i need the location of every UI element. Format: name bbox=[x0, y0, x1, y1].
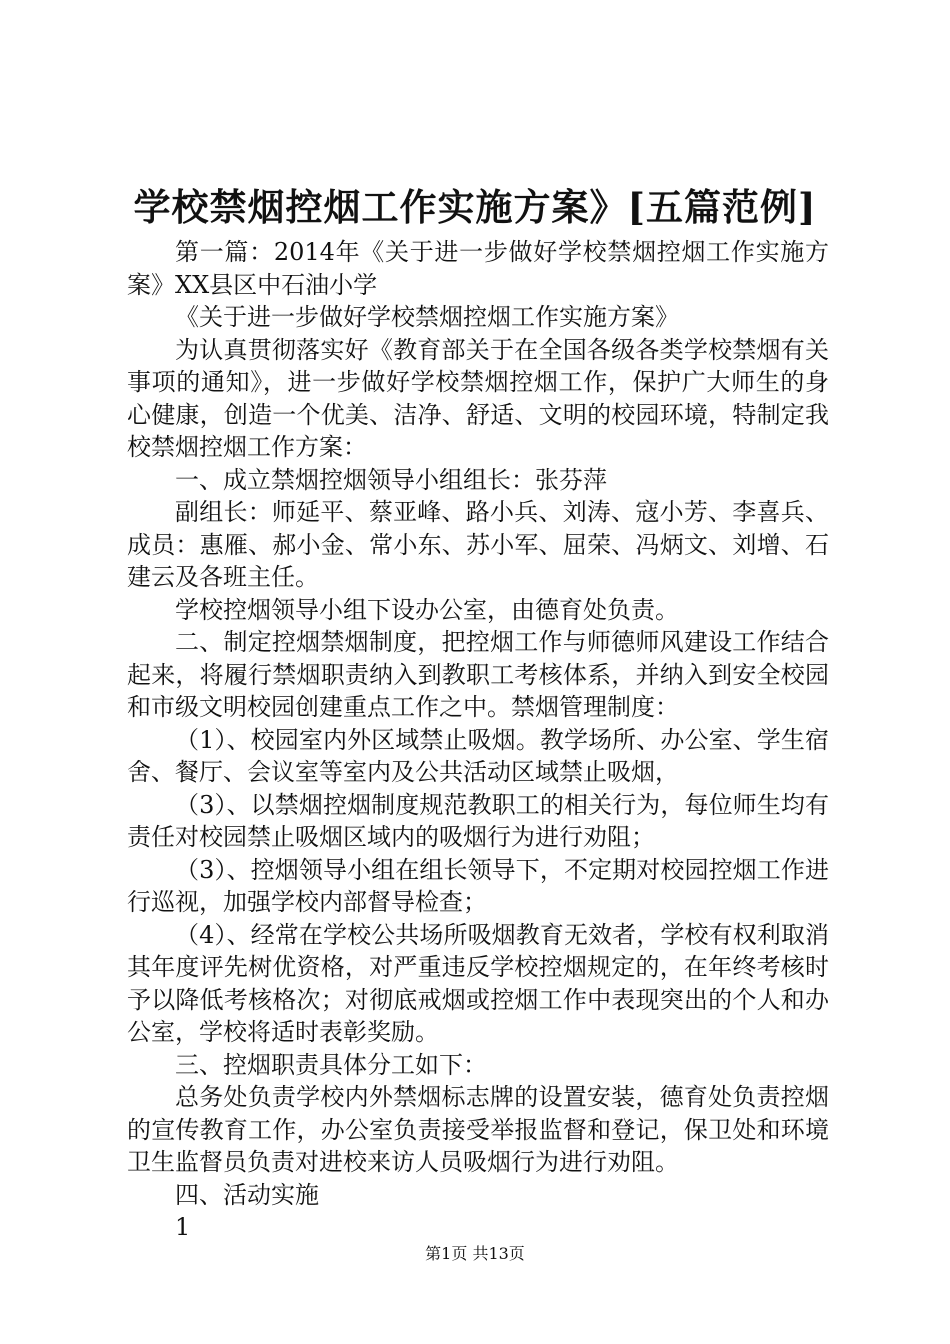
paragraph: （4）、经常在学校公共场所吸烟教育无效者，学校有权利取消其年度评先树优资格，对严重违反学校控烟规定的，在年终考核时予以降低考核格次；对彻底戒烟或控烟工作中表现突出的个人和办公室，学校将适时表彰奖励。 bbox=[127, 920, 829, 1046]
paragraph: （3）、控烟领导小组在组长领导下，不定期对校园控烟工作进行巡视，加强学校内部督导检查； bbox=[127, 855, 829, 916]
paragraph: 《关于进一步做好学校禁烟控烟工作实施方案》 bbox=[175, 303, 679, 331]
paragraph: 为认真贯彻落实好《教育部关于在全国各级各类学校禁烟有关事项的通知》，进一步做好学校禁烟控烟工作，保护广大师生的身心健康，创造一个优美、洁净、舒适、文明的校园环境，特制定我校禁烟控烟工作方案： bbox=[127, 335, 829, 461]
paragraph: 四、活动实施 bbox=[175, 1180, 319, 1209]
paragraph: （1）、校园室内外区域禁止吸烟。教学场所、办公室、学生宿舍、餐厅、会议室等室内及公共活动区域禁止吸烟， bbox=[127, 725, 829, 786]
paragraph: 总务处负责学校内外禁烟标志牌的设置安装，德育处负责控烟的宣传教育工作，办公室负责接受举报监督和登记，保卫处和环境卫生监督员负责对进校来访人员吸烟行为进行劝阻。 bbox=[127, 1083, 829, 1176]
paragraph: 三、控烟职责具体分工如下： bbox=[175, 1050, 487, 1079]
document-body bbox=[127, 236, 829, 1244]
page-indicator: 第1页 共13页 bbox=[425, 1244, 525, 1263]
paragraph: 副组长：师延平、蔡亚峰、路小兵、刘涛、寇小芳、李喜兵、成员：惠雁、郝小金、常小东、苏小军、屈荣、冯炳文、刘增、石建云及各班主任。 bbox=[127, 498, 829, 591]
paragraph: 第一篇：2014年《关于进一步做好学校禁烟控烟工作实施方案》XX县区中石油小学 bbox=[127, 238, 829, 299]
paragraph: 学校控烟领导小组下设办公室，由德育处负责。 bbox=[175, 595, 679, 624]
paragraph: 二、制定控烟禁烟制度，把控烟工作与师德师风建设工作结合起来，将履行禁烟职责纳入到教职工考核体系，并纳入到安全校园和市级文明校园创建重点工作之中。禁烟管理制度： bbox=[127, 628, 829, 721]
paragraph: 一、成立禁烟控烟领导小组组长：张芬萍 bbox=[175, 465, 607, 494]
paragraph: （3）、以禁烟控烟制度规范教职工的相关行为，每位师生均有责任对校园禁止吸烟区域内的吸烟行为进行劝阻； bbox=[127, 790, 829, 851]
paragraph: 1 bbox=[175, 1213, 191, 1241]
document-title: 学校禁烟控烟工作实施方案》[五篇范例] bbox=[133, 185, 817, 229]
